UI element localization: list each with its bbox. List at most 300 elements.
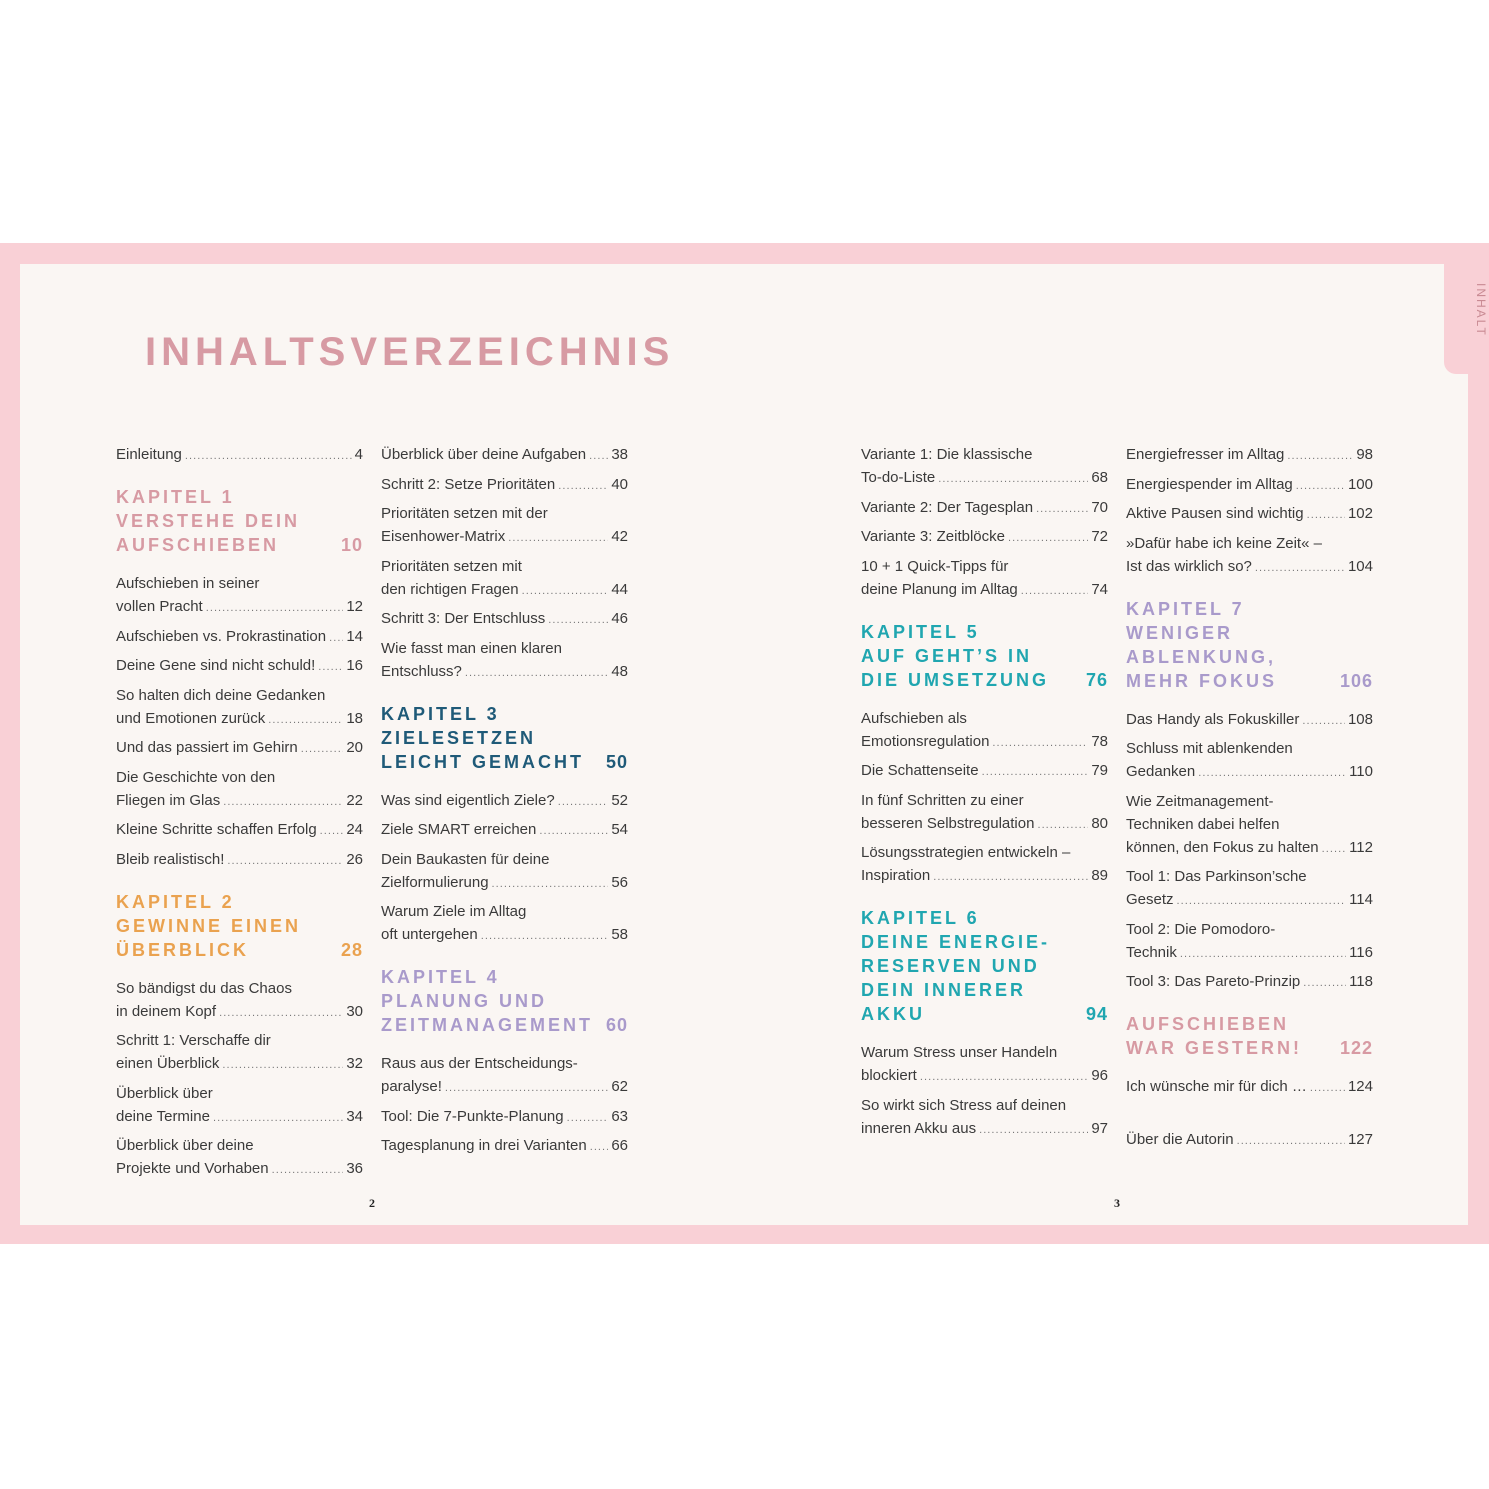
entry-last-line [116,625,363,650]
toc-entry[interactable] [861,1041,1108,1089]
chapter-heading[interactable] [1126,1012,1373,1060]
entry-title-line: Aufschieben in seiner [116,575,260,592]
chapter-heading[interactable] [861,620,1108,692]
leader-dots [558,789,609,814]
toc-entry[interactable] [116,977,363,1025]
leader-dots [301,736,344,761]
toc-entry[interactable] [1126,970,1373,995]
entry-last-line [1126,836,1373,861]
toc-entry[interactable] [861,841,1108,889]
entry-page-number: 4 [354,446,363,463]
leader-dots [938,466,1088,491]
entry-last-line [1126,555,1373,580]
chapter-title-line: AUF GEHT’S IN [861,645,1033,666]
toc-entry[interactable] [116,1134,363,1182]
entry-title-line: Deine Gene sind nicht schuld! [116,657,316,674]
toc-entry[interactable] [381,1052,628,1100]
chapter-page-number: 76 [1085,669,1108,690]
chapter-title-line: DIE UMSETZUNG [861,669,1050,690]
toc-entry[interactable] [116,625,363,650]
chapter-title-line: WENIGER [1126,622,1234,643]
entry-last-line [1126,708,1373,733]
entry-title-line: Prioritäten setzen mit der [381,505,548,522]
toc-entry[interactable] [1126,502,1373,527]
entry-title-line: den richtigen Fragen [381,580,519,598]
entry-last-line [381,1105,628,1130]
entry-title-line: Energiespender im Alltag [1126,475,1293,493]
entry-page-number: 70 [1091,498,1108,516]
toc-entry[interactable] [381,818,628,843]
toc-entry[interactable] [861,1094,1108,1142]
entry-last-line [861,525,1108,550]
leader-dots [329,625,343,650]
entry-title-line: Prioritäten setzen mit [381,557,522,575]
leader-dots [318,654,343,679]
entry-last-line [116,1157,363,1182]
entry-last-line [116,1105,363,1130]
leader-dots [992,730,1088,755]
chapter-title-line: AKKU [861,1004,925,1024]
entry-last-line [861,578,1108,603]
entry-last-line [861,1064,1108,1089]
leader-dots [223,789,343,814]
toc-entry[interactable] [861,555,1108,603]
entry-title-line: Tool 3: Das Pareto-Prinzip [1126,973,1301,990]
entry-title-line: Schritt 1: Verschaffe dir [116,1032,271,1049]
entry-page-number: 52 [611,791,628,809]
chapter-title-line: ÜBERBLICK [116,939,249,960]
entry-page-number: 36 [346,1160,363,1177]
entry-title-line: einen Überblick [116,1055,220,1072]
leader-dots [1287,443,1353,468]
entry-page-number: 32 [346,1055,363,1072]
toc-entry[interactable] [116,818,363,843]
entry-title-line: Fliegen im Glas [116,791,221,809]
entry-title-line: To-do-Liste [861,469,936,486]
entry-title-line: deine Planung im Alltag [861,580,1018,598]
entry-title-line: Was sind eigentlich Ziele? [381,791,555,809]
chapter-title-line: DEINE ENERGIE- [861,932,1051,952]
entry-title-line: So wirkt sich Stress auf deinen [861,1096,1067,1114]
entry-last-line [116,789,363,814]
entry-title-line: Technik [1126,943,1177,961]
leader-dots [979,1117,1088,1142]
chapter-title-line: DEIN INNERER [861,980,1027,1000]
entry-last-line [381,923,628,948]
chapter-title-line: KAPITEL 2 [116,891,235,912]
entry-title-line: Entschluss? [381,662,462,680]
entry-last-line [381,1134,628,1159]
leader-dots [933,864,1088,889]
entry-page-number: 12 [346,598,363,615]
chapter-title-line: KAPITEL 1 [116,487,235,507]
entry-page-number: 56 [611,873,628,891]
toc-entry[interactable] [1126,708,1373,733]
entry-title-line: Bleib realistisch! [116,850,225,868]
leader-dots [492,871,609,896]
entry-title-line: Überblick über deine [116,1137,254,1154]
toc-entry[interactable] [381,473,628,498]
toc-entry[interactable] [381,607,628,632]
toc-column-2 [381,443,628,1164]
entry-title-line: Lösungsstrategien entwickeln – [861,844,1071,861]
chapter-page-number: 60 [605,1015,628,1035]
entry-page-number: 63 [611,1107,628,1125]
toc-entry[interactable] [116,848,363,873]
entry-last-line [861,466,1108,491]
entry-page-number: 79 [1091,762,1108,779]
entry-title-line: Aufschieben vs. Prokrastination [116,627,327,645]
entry-page-number: 46 [611,610,628,627]
leader-dots [1303,970,1346,995]
entry-last-line [1126,502,1373,527]
entry-title-line: Projekte und Vorhaben [116,1160,269,1177]
leader-dots [522,578,609,603]
chapter-heading[interactable] [1126,597,1373,693]
entry-page-number: 38 [611,446,628,463]
entry-last-line [1126,1128,1373,1153]
entry-title-line: Schluss mit ablenkenden [1126,740,1293,757]
leader-dots [185,443,352,468]
entry-page-number: 78 [1091,732,1108,750]
entry-last-line [1126,473,1373,498]
entry-last-line [861,812,1108,837]
entry-title-line: Schritt 3: Der Entschluss [381,610,546,627]
toc-entry[interactable] [1126,443,1373,468]
entry-title-line: Variante 2: Der Tagesplan [861,498,1034,516]
entry-page-number: 112 [1349,838,1373,856]
entry-title-line: in deinem Kopf [116,1002,217,1020]
entry-page-number: 30 [346,1002,363,1020]
entry-last-line [861,759,1108,784]
entry-title-line: Aktive Pausen sind wichtig [1126,505,1304,522]
leader-dots [982,759,1089,784]
entry-page-number: 72 [1091,528,1108,545]
entry-title-line: können, den Fokus zu halten [1126,838,1319,856]
entry-title-line: Techniken dabei helfen [1126,815,1280,833]
toc-entry[interactable] [381,637,628,685]
chapter-title-line: ABLENKUNG, [1126,646,1276,667]
leader-dots [1310,1075,1345,1100]
entry-title-line: blockiert [861,1067,917,1084]
toc-column-4 [1126,443,1373,1158]
leader-dots [590,1134,609,1159]
entry-title-line: und Emotionen zurück [116,709,266,727]
chapter-title-line: KAPITEL 6 [861,908,980,928]
chapter-page-number: 106 [1339,670,1373,691]
chapter-page-number: 122 [1339,1038,1373,1058]
entry-title-line: Tool: Die 7-Punkte-Planung [381,1107,564,1125]
entry-last-line [381,443,628,468]
entry-last-line [116,1000,363,1025]
entry-title-line: inneren Akku aus [861,1119,977,1137]
entry-title-line: Wie fasst man einen klaren [381,639,562,657]
entry-page-number: 74 [1091,580,1108,598]
entry-title-line: »Dafür habe ich keine Zeit« – [1126,534,1322,552]
leader-dots [1302,708,1345,733]
entry-title-line: Schritt 2: Setze Prioritäten [381,475,556,493]
entry-title-line: Warum Ziele im Alltag [381,903,527,920]
leader-dots [589,443,608,468]
entry-last-line [381,818,628,843]
entry-title-line: deine Termine [116,1107,210,1125]
toc-entry[interactable] [381,900,628,948]
entry-title-line: Variante 3: Zeitblöcke [861,528,1005,545]
toc-entry[interactable] [381,443,628,468]
entry-last-line [1126,970,1373,995]
chapter-page-number: 28 [340,939,363,960]
chapter-title-line: KAPITEL 7 [1126,598,1245,619]
chapter-title-line: KAPITEL 5 [861,621,980,642]
entry-title-line: Emotionsregulation [861,732,990,750]
toc-entry[interactable] [1126,532,1373,580]
entry-page-number: 100 [1347,475,1373,493]
entry-page-number: 110 [1349,763,1373,780]
entry-title-line: So halten dich deine Gedanken [116,686,326,704]
entry-title-line: Das Handy als Fokuskiller [1126,710,1300,728]
entry-last-line [116,707,363,732]
leader-dots [1037,812,1088,837]
toc-entry[interactable] [861,443,1108,491]
toc-entry[interactable] [116,572,363,620]
leader-dots [465,660,608,685]
entry-page-number: 124 [1347,1078,1373,1095]
leader-dots [445,1075,608,1100]
entry-last-line [381,525,628,550]
leader-dots [227,848,343,873]
chapter-title-line: RESERVEN UND [861,956,1040,976]
chapter-heading[interactable] [116,485,363,557]
entry-page-number: 89 [1091,867,1108,884]
toc-column-3 [861,443,1108,1146]
entry-title-line: Tagesplanung in drei Varianten [381,1137,587,1154]
entry-last-line [381,578,628,603]
toc-column-1 [116,443,363,1187]
entry-page-number: 104 [1347,557,1373,575]
entry-page-number: 20 [346,739,363,756]
chapter-heading[interactable] [116,890,363,962]
entry-title-line: Dein Baukasten für deine [381,850,550,868]
chapter-heading[interactable] [381,965,628,1037]
chapter-title-line: ZIELESETZEN [381,727,537,748]
entry-title-line: Gedanken [1126,763,1196,780]
leader-dots [481,923,609,948]
chapter-title-line: AUFSCHIEBEN [1126,1014,1290,1034]
entry-last-line [861,730,1108,755]
leader-dots [539,818,608,843]
chapter-title-line: VERSTEHE DEIN [116,511,301,531]
entry-title-line: Energiefresser im Alltag [1126,446,1285,463]
leader-dots [1021,578,1089,603]
chapter-page-number: 94 [1085,1004,1108,1024]
leader-dots [558,473,608,498]
entry-last-line [1126,443,1373,468]
entry-page-number: 34 [346,1107,363,1125]
leader-dots [213,1105,343,1130]
entry-page-number: 58 [611,926,628,943]
entry-title-line: besseren Selbstregulation [861,814,1035,832]
toc-entry[interactable] [861,496,1108,521]
chapter-title-line: PLANUNG UND [381,991,547,1011]
leader-dots [1322,836,1346,861]
toc-entry[interactable] [861,789,1108,837]
entry-title-line: Über die Autorin [1126,1131,1234,1148]
chapter-title-line: LEICHT GEMACHT [381,751,584,772]
entry-title-line: Inspiration [861,867,931,884]
leader-dots [567,1105,609,1130]
page-number-left: 2 [369,1196,375,1210]
entry-last-line [116,848,363,873]
entry-title-line: Überblick über [116,1084,213,1102]
entry-title-line: Ist das wirklich so? [1126,557,1252,575]
entry-last-line [116,443,363,468]
entry-page-number: 44 [611,580,628,598]
entry-last-line [116,654,363,679]
entry-last-line [381,1075,628,1100]
chapter-title-line: AUFSCHIEBEN [116,535,280,555]
toc-entry[interactable] [381,789,628,814]
chapter-heading[interactable] [381,702,628,774]
entry-title-line: Wie Zeitmanagement- [1126,792,1274,810]
entry-last-line [381,607,628,632]
leader-dots [1296,473,1345,498]
toc-entry[interactable] [116,1029,363,1077]
leader-dots [920,1064,1088,1089]
toc-entry[interactable] [1126,1075,1373,1100]
leader-dots [1198,760,1346,785]
entry-last-line [1126,760,1373,785]
toc-entry[interactable] [116,684,363,732]
chapter-title-line: WAR GESTERN! [1126,1038,1303,1058]
leader-dots [272,1157,344,1182]
leader-dots [1008,525,1088,550]
entry-title-line: Überblick über deine Aufgaben [381,446,587,463]
leader-dots [1255,555,1345,580]
entry-last-line [381,473,628,498]
entry-last-line [116,595,363,620]
entry-title-line: In fünf Schritten zu einer [861,791,1024,809]
entry-title-line: Ich wünsche mir für dich … [1126,1078,1307,1095]
chapter-page-number: 10 [340,535,363,555]
toc-entry[interactable] [1126,918,1373,966]
entry-page-number: 108 [1347,710,1373,728]
leader-dots [222,1052,343,1077]
entry-title-line: Variante 1: Die klassische [861,446,1033,463]
leader-dots [1307,502,1345,527]
entry-last-line [381,871,628,896]
toc-entry[interactable] [116,766,363,814]
chapter-title-line: KAPITEL 4 [381,967,500,987]
entry-page-number: 54 [611,821,628,838]
toc-entry[interactable] [116,736,363,761]
chapter-title-line: GEWINNE EINEN [116,915,302,936]
entry-title-line: Gesetz [1126,891,1174,908]
entry-page-number: 62 [611,1078,628,1095]
entry-title-line: paralyse! [381,1078,442,1095]
entry-title-line: Und das passiert im Gehirn [116,739,298,756]
leader-dots [548,607,608,632]
toc-entry[interactable] [1126,473,1373,498]
toc-entry[interactable] [861,525,1108,550]
entry-last-line [116,736,363,761]
leader-dots [1177,888,1347,913]
entry-last-line [861,496,1108,521]
chapter-page-number: 50 [605,751,628,772]
toc-entry[interactable] [1126,790,1373,861]
entry-last-line [861,1117,1108,1142]
toc-entry[interactable] [381,1105,628,1130]
entry-title-line: vollen Pracht [116,598,203,615]
entry-page-number: 114 [1349,891,1373,908]
entry-title-line: Tool 2: Die Pomodoro- [1126,920,1276,938]
leader-dots [219,1000,343,1025]
toc-entry[interactable] [381,1134,628,1159]
toc-entry[interactable] [116,443,363,468]
toc-entry[interactable] [1126,737,1373,785]
toc-entry[interactable] [116,1082,363,1130]
entry-page-number: 118 [1349,973,1373,990]
toc-entry[interactable] [381,555,628,603]
entry-last-line [1126,1075,1373,1100]
leader-dots [206,595,344,620]
entry-page-number: 98 [1356,446,1373,463]
toc-entry[interactable] [1126,1128,1373,1153]
entry-page-number: 18 [346,709,363,727]
toc-entry[interactable] [861,707,1108,755]
leader-dots [508,525,608,550]
entry-page-number: 102 [1347,505,1373,522]
entry-last-line [1126,941,1373,966]
leader-dots [268,707,343,732]
entry-title-line: Raus aus der Entscheidungs- [381,1055,578,1072]
entry-page-number: 14 [346,627,363,645]
leader-dots [1237,1128,1345,1153]
entry-last-line [116,818,363,843]
page-number-right: 3 [1114,1196,1120,1210]
toc-entry[interactable] [381,848,628,896]
entry-page-number: 42 [611,528,628,545]
entry-title-line: Die Schattenseite [861,762,979,779]
entry-page-number: 22 [346,791,363,809]
toc-entry[interactable] [381,502,628,550]
entry-title-line: Zielformulierung [381,873,489,891]
entry-last-line [1126,888,1373,913]
section-tab-label: INHALT [1474,283,1488,337]
toc-entry[interactable] [861,759,1108,784]
entry-title-line: Aufschieben als [861,709,967,727]
chapter-title-line: KAPITEL 3 [381,703,500,724]
entry-title-line: 10 + 1 Quick-Tipps für [861,557,1009,575]
entry-last-line [116,1052,363,1077]
entry-page-number: 66 [611,1137,628,1154]
entry-title-line: Kleine Schritte schaffen Erfolg [116,821,317,838]
entry-page-number: 80 [1091,814,1108,832]
page-title: INHALTSVERZEICHNIS [145,330,675,374]
leader-dots [320,818,344,843]
entry-title-line: Die Geschichte von den [116,768,276,786]
entry-last-line [381,660,628,685]
chapter-heading[interactable] [861,906,1108,1026]
entry-title-line: Ziele SMART erreichen [381,821,537,838]
leader-dots [1036,496,1088,521]
leader-dots [1180,941,1346,966]
toc-entry[interactable] [1126,865,1373,913]
entry-title-line: oft untergehen [381,926,478,943]
toc-entry[interactable] [116,654,363,679]
entry-page-number: 48 [611,662,628,680]
entry-title-line: So bändigst du das Chaos [116,979,292,997]
entry-page-number: 40 [611,475,628,493]
